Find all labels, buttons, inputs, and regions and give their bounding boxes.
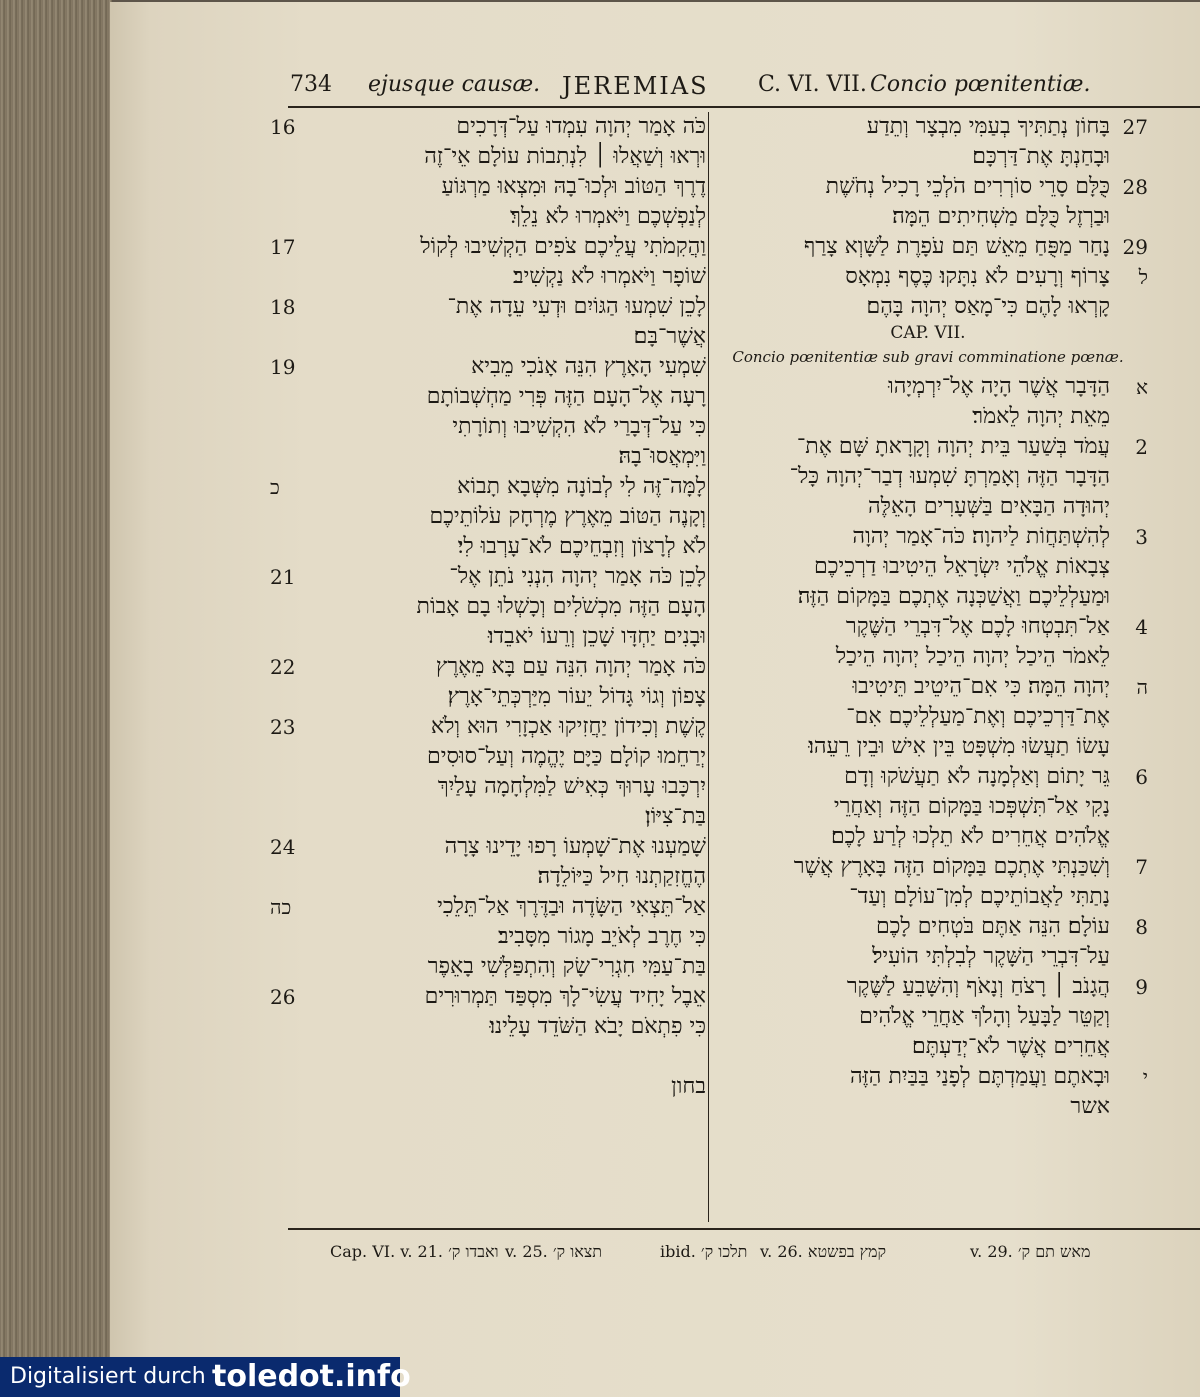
hebrew-text: נָחַר מַפֻּחַ מֵאֵשׁ תַּם עֹפָרֶת לַשָּׁוְא צָרַף xyxy=(803,234,1110,259)
hebrew-text: לָכֵן שִׁמְעוּ הַגּוֹיִם וּדְעִי עֵדָה אֶת־ xyxy=(447,294,706,319)
text-line xyxy=(708,262,1148,292)
verse-number: 28 xyxy=(1122,175,1148,199)
verse-number: 23 xyxy=(270,715,296,739)
hebrew-text: אֱלֹהִים אֲחֵרִים לֹא תֵלְכוּ לְרַע לָכֶם׃ xyxy=(830,824,1110,849)
text-line xyxy=(708,732,1148,762)
hebrew-text: הַדָּבָר הַזֶּה וְאָמַרְתָּ שִׁמְעוּ דְבַר־יְהוָה כָּל־ xyxy=(789,464,1110,489)
hebrew-text: לֵאמֹר הֵיכַל יְהוָה הֵיכַל יְהוָה הֵיכַל xyxy=(835,644,1110,669)
hebrew-text: דֶרֶךְ הַטּוֹב וּלְכוּ־בָהּ וּמִצְאוּ מַרְגּוֹעַ xyxy=(441,174,706,199)
watermark-banner xyxy=(0,1357,411,1397)
text-line xyxy=(270,922,710,952)
verse-number: 16 xyxy=(270,115,296,139)
hebrew-text: וְשִׁכַּנְתִּי אֶתְכֶם בַּמָּקוֹם הַזֶּה בָּאָרֶץ אֲשֶׁר xyxy=(793,854,1110,879)
hebrew-text: כִּי חֶרֶב לְאֹיֵב מָגוֹר מִסָּבִיב׃ xyxy=(497,924,706,949)
verse-number: ה xyxy=(1136,675,1148,699)
hebrew-text: הָעָם הַזֶּה מִכְשֹׁלִים וְכָשְׁלוּ בָם אָבוֹת xyxy=(416,594,706,619)
hebrew-text: עֲמֹד בְּשַׁעַר בֵּית יְהוָה וְקָרָאתָ שָּׁם אֶת־ xyxy=(796,434,1110,459)
text-line xyxy=(708,552,1148,582)
hebrew-text: אַל־תִּבְטְחוּ לָכֶם אֶל־דִּבְרֵי הַשֶּׁקֶר xyxy=(845,614,1110,639)
text-line xyxy=(708,882,1148,912)
text-line xyxy=(270,982,710,1012)
hebrew-text: גֵּר יָתוֹם וְאַלְמָנָה לֹא תַעֲשֹׁקוּ וְדָם xyxy=(844,764,1110,789)
chapter-summary: Concio pœnitentiæ sub gravi comminatione pœnæ. xyxy=(732,348,1124,366)
verse-number: 24 xyxy=(270,835,296,859)
hebrew-text: שִׁמְעִי הָאָרֶץ הִנֵּה אָנֹכִי מֵבִיא xyxy=(471,354,706,379)
right-column xyxy=(708,112,1148,1212)
hebrew-text: בָּחוֹן נְתַתִּיךָ בְעַמִּי מִבְצָר וְתֵדַע xyxy=(866,114,1110,139)
hebrew-text: אשר xyxy=(1070,1094,1110,1119)
text-line xyxy=(708,232,1148,262)
text-line xyxy=(270,952,710,982)
hebrew-text: כֻּלָּם סָרֵי סוֹרְרִים הֹלְכֵי רָכִיל נְחֹשֶׁת xyxy=(825,174,1110,199)
hebrew-text: קָרְאוּ לָהֶם כִּי־מָאַס יְהוָה בָּהֶם׃ xyxy=(866,294,1110,319)
text-line xyxy=(270,232,710,262)
left-column xyxy=(270,112,710,1212)
hebrew-text: עוֹלָם׃ הִנֵּה אַתֶּם בֹּטְחִים לָכֶם xyxy=(875,914,1110,939)
text-line xyxy=(708,142,1148,172)
book-page-edges xyxy=(0,0,112,1397)
hebrew-text: נָקִי אַל־תִּשְׁפְּכוּ בַּמָּקוֹם הַזֶּה וְאַחֲרֵי xyxy=(833,794,1110,819)
verse-number: 3 xyxy=(1135,525,1148,549)
text-line xyxy=(270,292,710,322)
watermark-site: toledot.info xyxy=(212,1359,411,1394)
page-number: 734 xyxy=(290,72,332,97)
hebrew-text: וּרְאוּ וְשַׁאֲלוּ ׀ לִנְתִבוֹת עוֹלָם אֵי־זֶה xyxy=(424,144,706,169)
text-line xyxy=(270,802,710,832)
text-line xyxy=(708,1062,1148,1092)
text-line xyxy=(270,832,710,862)
hebrew-text: וּמַעַלְלֵיכֶם וַאֲשַׁכְּנָה אֶתְכֶם בַּמָּקוֹם הַזֶּה׃ xyxy=(797,584,1110,609)
text-line xyxy=(270,742,710,772)
hebrew-text: עַל־דִּבְרֵי הַשָּׁקֶר לְבִלְתִּי הוֹעִיל׃ xyxy=(872,944,1110,969)
text-line xyxy=(270,412,710,442)
hebrew-text: צָפוֹן וְגוֹי גָּדוֹל יֵעוֹר מִיַּרְכְּתֵי־אָרֶץ׃ xyxy=(447,684,706,709)
footnote: v. 25. תצאו ק׳ xyxy=(505,1242,603,1261)
text-line xyxy=(708,582,1148,612)
verse-number: 2 xyxy=(1135,435,1148,459)
verse-number: 27 xyxy=(1122,115,1148,139)
hebrew-text: אֲחֵרִים אֲשֶׁר לֹא־יְדַעְתֶּם׃ xyxy=(912,1034,1110,1059)
verse-number: 6 xyxy=(1135,765,1148,789)
text-line xyxy=(270,562,710,592)
text-line xyxy=(708,822,1148,852)
hebrew-text: מֵאֵת יְהוָה לֵאמֹר׃ xyxy=(972,404,1110,429)
verse-number: 18 xyxy=(270,295,296,319)
footnote: Cap. VI. v. 21. ואבדו ק׳ xyxy=(330,1242,499,1261)
hebrew-text: אֵבֶל יָחִיד עֲשִׂי־לָךְ מִסְפַּד תַּמְרוּרִים xyxy=(424,984,706,1009)
footnote-rule xyxy=(288,1228,1200,1230)
hebrew-text: בחון xyxy=(671,1074,706,1099)
hebrew-text: וּבָנִים יַחְדָּו שָׁכֵן וְרֵעוֹ יֹאבֵדוּ׃ xyxy=(487,624,706,649)
hebrew-text: וְקַטֵּר לַבָּעַל וְהָלֹךְ אַחֲרֵי אֱלֹהִים xyxy=(859,1004,1110,1029)
text-line xyxy=(270,262,710,292)
hebrew-text: כִּי עַל־דְּבָרַי לֹא הִקְשִׁיבוּ וְתוֹרָתִי xyxy=(452,414,706,439)
text-line xyxy=(270,142,710,172)
text-line xyxy=(708,292,1148,322)
verse-number: 19 xyxy=(270,355,296,379)
text-line xyxy=(708,972,1148,1002)
text-line xyxy=(708,202,1148,232)
hebrew-text: בַּת־עַמִּי חִגְרִי־שָׂק וְהִתְפַּלְּשִׁי בָאֵפֶר xyxy=(427,954,706,979)
hebrew-text: צְבָאוֹת אֱלֹהֵי יִשְׂרָאֵל הֵיטִיבוּ דַרְכֵיכֶם xyxy=(813,554,1110,579)
verse-number: 9 xyxy=(1135,975,1148,999)
hebrew-text: וּבַרְזֶל כֻּלָּם מַשְׁחִיתִים הֵמָּה׃ xyxy=(892,204,1110,229)
hebrew-text: לֹא לְרָצוֹן וְזִבְחֵיכֶם לֹא־עָרְבוּ לִי׃ xyxy=(457,534,706,559)
hebrew-text: לָכֵן כֹּה אָמַר יְהוָה הִנְנִי נֹתֵן אֶל־ xyxy=(449,564,706,589)
text-line xyxy=(270,202,710,232)
hebrew-text: נָתַתִּי לַאֲבוֹתֵיכֶם לְמִן־עוֹלָם וְעַד־ xyxy=(849,884,1110,909)
text-line xyxy=(270,652,710,682)
hebrew-text: וַהֲקִמֹתִי עֲלֵיכֶם צֹפִים הַקְשִׁיבוּ לְקוֹל xyxy=(420,234,706,259)
text-line xyxy=(270,682,710,712)
verse-number: ל xyxy=(1138,265,1148,289)
hebrew-text: כֹּה אָמַר יְהוָה עִמְדוּ עַל־דְּרָכִים xyxy=(456,114,706,139)
hebrew-text: צָרוֹף וְרָעִים לֹא נִתָּקוּ׃ כֶּסֶף נִמְאָס xyxy=(845,264,1110,289)
hebrew-text: יְהוּדָה הַבָּאִים בַּשְּׁעָרִים הָאֵלֶּה xyxy=(868,494,1110,519)
verse-number: 29 xyxy=(1122,235,1148,259)
hebrew-text: וּבָאתֶם וַעֲמַדְתֶּם לְפָנַי בַּבַּיִת הַזֶּה xyxy=(850,1064,1110,1089)
text-line xyxy=(708,762,1148,792)
watermark-prefix: Digitalisiert durch xyxy=(10,1364,206,1389)
verse-number: כה xyxy=(270,895,292,919)
hebrew-text: יְרַחֵמוּ קוֹלָם כַּיָּם יֶהֱמֶה וְעַל־סוּסִים xyxy=(427,744,706,769)
footnote: ibid. תלכו ק׳ xyxy=(660,1242,748,1261)
text-line xyxy=(270,382,710,412)
verse-number: 26 xyxy=(270,985,296,1009)
footnote: v. 26. קמץ בפשטא xyxy=(760,1242,886,1261)
text-line xyxy=(708,112,1148,142)
text-line xyxy=(270,472,710,502)
header-rule xyxy=(288,106,1200,108)
hebrew-text: אֶת־דַּרְכֵיכֶם וְאֶת־מַעַלְלֵיכֶם אִם־ xyxy=(846,704,1110,729)
text-line xyxy=(708,792,1148,822)
header-title: JEREMIAS xyxy=(562,72,709,100)
text-line xyxy=(270,712,710,742)
text-line xyxy=(708,1002,1148,1032)
hebrew-text: אַל־תֵּצְאִי הַשָּׂדֶה וּבַדֶּרֶךְ אַל־תֵּלֵכִי xyxy=(437,894,706,919)
hebrew-text: וּבָחַנְתָּ אֶת־דַּרְכָּם׃ xyxy=(972,144,1110,169)
footnotes xyxy=(330,1238,1190,1270)
text-line xyxy=(708,492,1148,522)
text-line xyxy=(270,502,710,532)
book-page xyxy=(110,2,1200,1397)
hebrew-text: שׁוֹפָר וַיֹּאמְרוּ לֹא נַקְשִׁיב׃ xyxy=(513,264,706,289)
verse-number: 21 xyxy=(270,565,296,589)
hebrew-text: לָמָּה־זֶּה לִי לְבוֹנָה מִשְּׁבָא תָבוֹא xyxy=(457,474,706,499)
verse-number: 7 xyxy=(1135,855,1148,879)
hebrew-text: הֶחֱזִקַתְנוּ חִיל כַּיּוֹלֵדָה׃ xyxy=(537,864,706,889)
hebrew-text: אֲשֶׁר־בָּם׃ xyxy=(633,324,706,349)
verse-number: 8 xyxy=(1135,915,1148,939)
hebrew-text: עָשׂוֹ תַעֲשׂוּ מִשְׁפָּט בֵּין אִישׁ וּבֵין רֵעֵהוּ׃ xyxy=(808,734,1110,759)
text-line xyxy=(708,912,1148,942)
text-line xyxy=(708,852,1148,882)
text-line xyxy=(708,522,1148,552)
text-line xyxy=(708,432,1148,462)
verse-number: 4 xyxy=(1135,615,1148,639)
verse-number: 22 xyxy=(270,655,296,679)
text-line xyxy=(708,1032,1148,1062)
text-line xyxy=(270,1042,710,1072)
hebrew-text: וַיִּמְאֲסוּ־בָהּ׃ xyxy=(618,444,706,469)
text-line xyxy=(708,372,1148,402)
text-line xyxy=(270,532,710,562)
text-line xyxy=(270,622,710,652)
verse-number: י xyxy=(1142,1065,1148,1089)
running-header xyxy=(290,66,1200,106)
hebrew-text: יִרְכָּבוּ עָרוּךְ כְּאִישׁ לַמִּלְחָמָה עָלַיִךְ xyxy=(437,774,706,799)
hebrew-text: לְהִשְׁתַּחֲוֹת לַיהוָה׃ כֹּה־אָמַר יְהוָה xyxy=(852,524,1110,549)
hebrew-text: הַדָּבָר אֲשֶׁר הָיָה אֶל־יִרְמְיָהוּ xyxy=(888,374,1110,399)
hebrew-text: בַּת־צִיּוֹן׃ xyxy=(645,804,706,829)
verse-number: כ xyxy=(270,475,280,499)
hebrew-text: שָׁמַעְנוּ אֶת־שָׁמְעוֹ רָפוּ יָדֵינוּ צָרָה xyxy=(444,834,706,859)
header-left-caption: ejusque causæ. xyxy=(368,72,541,97)
text-line xyxy=(270,862,710,892)
text-line xyxy=(708,702,1148,732)
verse-number: א xyxy=(1135,375,1148,399)
text-line xyxy=(708,172,1148,202)
hebrew-text: הֲגָנֹב ׀ רָצֹחַ וְנָאֹף וְהִשָּׁבֵעַ לַשֶּׁקֶר xyxy=(846,974,1110,999)
hebrew-text: כִּי פִתְאֹם יָבֹא הַשֹּׁדֵד עָלֵינוּ׃ xyxy=(489,1014,706,1039)
hebrew-text: כֹּה אָמַר יְהוָה הִנֵּה עַם בָּא מֵאֶרֶץ xyxy=(435,654,706,679)
text-line xyxy=(270,892,710,922)
text-line xyxy=(708,942,1148,972)
hebrew-text: וְקָנֶה הַטּוֹב מֵאֶרֶץ מֶרְחָק עֹלוֹתֵיכֶם xyxy=(429,504,706,529)
text-line xyxy=(708,402,1148,432)
verse-number: 17 xyxy=(270,235,296,259)
text-line xyxy=(708,1092,1148,1122)
text-line xyxy=(270,322,710,352)
text-line xyxy=(270,442,710,472)
text-line xyxy=(270,1072,710,1102)
text-line xyxy=(270,772,710,802)
header-right-caption: Concio pœnitentiæ. xyxy=(870,72,1091,97)
header-chapter: C. VI. VII. xyxy=(758,72,867,97)
text-line xyxy=(708,642,1148,672)
text-line xyxy=(708,462,1148,492)
text-line xyxy=(270,592,710,622)
text-line xyxy=(708,672,1148,702)
hebrew-text: קֶשֶׁת וְכִידוֹן יַחֲזִיקוּ אַכְזָרִי הוּא וְלֹא xyxy=(430,714,706,739)
text-line xyxy=(270,172,710,202)
hebrew-text: לְנַפְשְׁכֶם וַיֹּאמְרוּ לֹא נֵלֵךְ׃ xyxy=(510,204,706,229)
text-line xyxy=(708,612,1148,642)
hebrew-text: יְהוָה הֵמָּה׃ כִּי אִם־הֵיטֵיב תֵּיטִיבוּ xyxy=(852,674,1110,699)
chapter-heading: CAP. VII. xyxy=(890,323,966,343)
footnote: v. 29. מאש תם ק׳ xyxy=(970,1242,1091,1261)
text-line xyxy=(270,352,710,382)
text-line xyxy=(270,1012,710,1042)
hebrew-text: רָעָה אֶל־הָעָם הַזֶּה פְּרִי מַחְשְׁבוֹתָם xyxy=(426,384,706,409)
text-line xyxy=(270,112,710,142)
